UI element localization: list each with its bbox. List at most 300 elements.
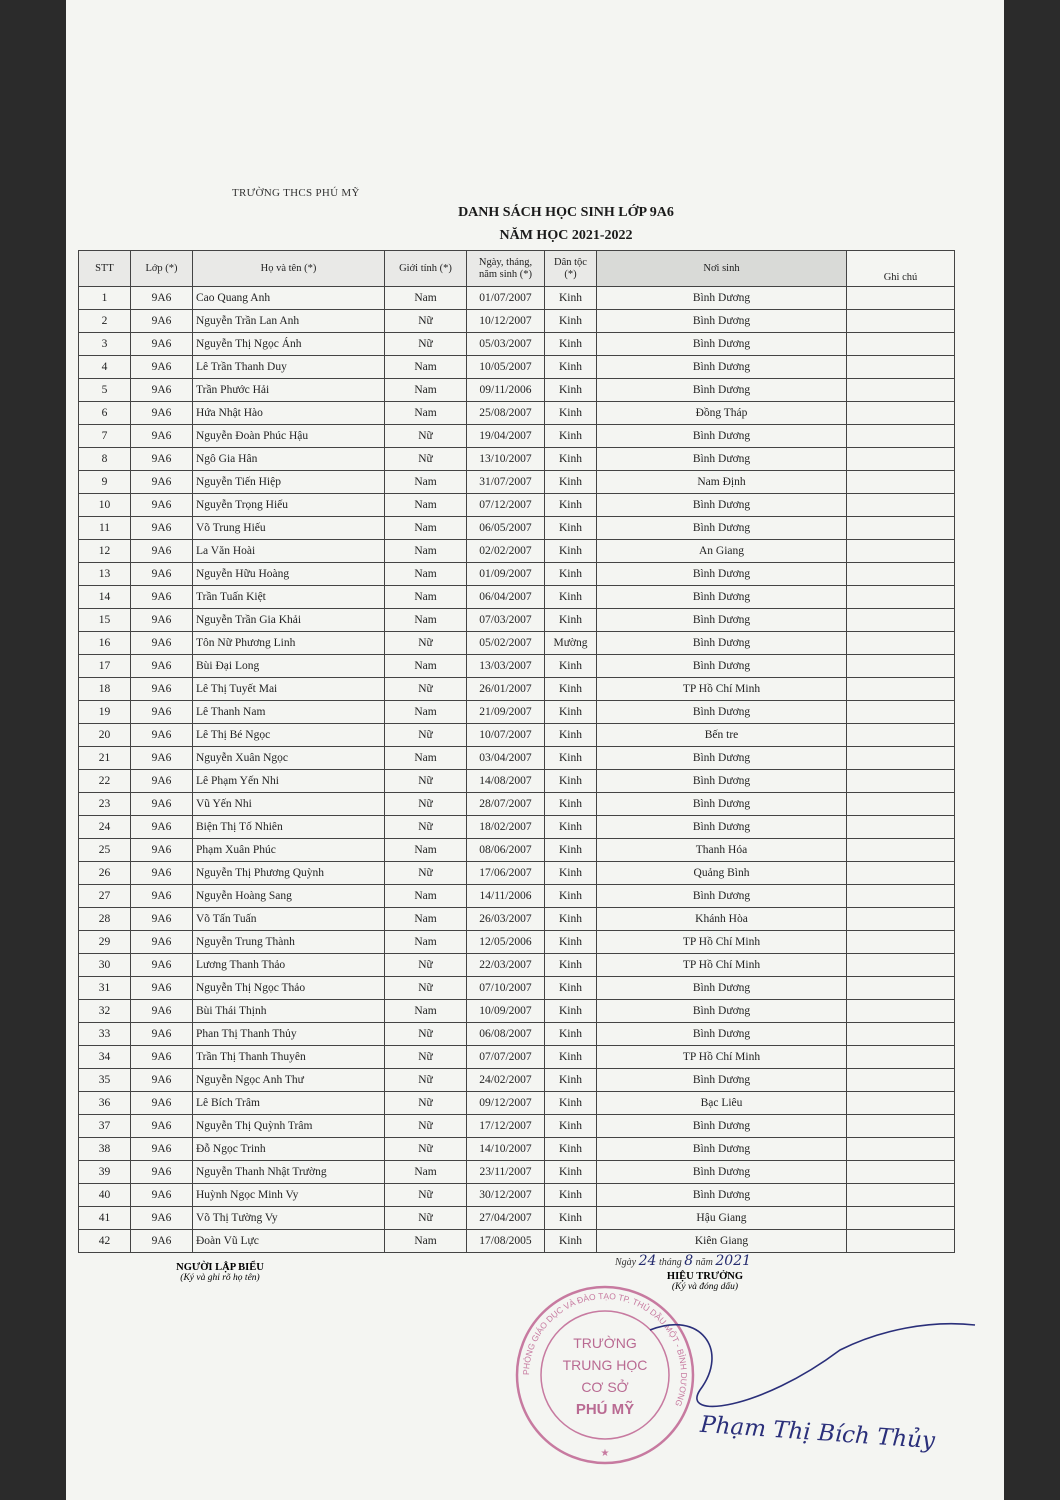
row-noi-sinh: Bình Dương xyxy=(597,494,847,517)
date-day: 24 xyxy=(638,1253,657,1269)
row-lop: 9A6 xyxy=(131,1092,193,1115)
table-row xyxy=(79,885,955,908)
row-stt: 13 xyxy=(79,563,131,586)
row-gioi-tinh: Nam xyxy=(385,885,467,908)
col-ghi-chu: Ghi chú xyxy=(847,251,955,287)
row-dan-toc: Kinh xyxy=(545,1230,597,1253)
row-lop: 9A6 xyxy=(131,1023,193,1046)
table-row xyxy=(79,379,955,402)
row-ngay-sinh: 09/11/2006 xyxy=(467,379,545,402)
row-ghi-chu xyxy=(847,310,955,333)
row-lop: 9A6 xyxy=(131,747,193,770)
row-noi-sinh: Bình Dương xyxy=(597,287,847,310)
row-stt: 32 xyxy=(79,1000,131,1023)
row-stt: 2 xyxy=(79,310,131,333)
row-dan-toc: Kinh xyxy=(545,586,597,609)
row-gioi-tinh: Nam xyxy=(385,563,467,586)
row-lop: 9A6 xyxy=(131,770,193,793)
row-stt: 7 xyxy=(79,425,131,448)
stamp-ring-text: PHÒNG GIÁO DỤC VÀ ĐÀO TẠO TP. THỦ DẦU MỘT - BÌNH DƯƠNG xyxy=(520,1290,690,1408)
row-lop: 9A6 xyxy=(131,425,193,448)
preparer-note: (Ký và ghi rõ họ tên) xyxy=(180,1273,260,1283)
row-ghi-chu xyxy=(847,517,955,540)
row-lop: 9A6 xyxy=(131,1138,193,1161)
row-ten: Phan Thị Thanh Thủy xyxy=(193,1023,385,1046)
row-ten: Nguyễn Đoàn Phúc Hậu xyxy=(193,425,385,448)
row-ghi-chu xyxy=(847,540,955,563)
row-dan-toc: Kinh xyxy=(545,1092,597,1115)
row-ghi-chu xyxy=(847,655,955,678)
row-ten: Cao Quang Anh xyxy=(193,287,385,310)
row-noi-sinh: Đồng Tháp xyxy=(597,402,847,425)
row-noi-sinh: Bình Dương xyxy=(597,1023,847,1046)
row-ngay-sinh: 26/01/2007 xyxy=(467,678,545,701)
row-ten: La Văn Hoài xyxy=(193,540,385,563)
row-stt: 22 xyxy=(79,770,131,793)
row-gioi-tinh: Nữ xyxy=(385,1069,467,1092)
row-stt: 34 xyxy=(79,1046,131,1069)
table-row xyxy=(79,770,955,793)
row-ghi-chu xyxy=(847,1000,955,1023)
row-gioi-tinh: Nữ xyxy=(385,770,467,793)
row-gioi-tinh: Nữ xyxy=(385,1092,467,1115)
row-ghi-chu xyxy=(847,1138,955,1161)
table-row xyxy=(79,632,955,655)
row-ten: Nguyễn Ngọc Anh Thư xyxy=(193,1069,385,1092)
row-lop: 9A6 xyxy=(131,379,193,402)
row-ten: Võ Tấn Tuấn xyxy=(193,908,385,931)
school-year: NĂM HỌC 2021-2022 xyxy=(499,228,633,243)
table-row xyxy=(79,908,955,931)
table-row xyxy=(79,701,955,724)
row-dan-toc: Kinh xyxy=(545,1069,597,1092)
date-month-label: tháng xyxy=(658,1257,682,1268)
row-ngay-sinh: 09/12/2007 xyxy=(467,1092,545,1115)
row-dan-toc: Kinh xyxy=(545,287,597,310)
row-lop: 9A6 xyxy=(131,287,193,310)
row-ngay-sinh: 25/08/2007 xyxy=(467,402,545,425)
row-gioi-tinh: Nữ xyxy=(385,724,467,747)
row-ten: Lê Bích Trâm xyxy=(193,1092,385,1115)
row-ghi-chu xyxy=(847,586,955,609)
row-ngay-sinh: 13/03/2007 xyxy=(467,655,545,678)
row-ngay-sinh: 05/02/2007 xyxy=(467,632,545,655)
row-ten: Lương Thanh Thảo xyxy=(193,954,385,977)
row-noi-sinh: Bình Dương xyxy=(597,333,847,356)
table-row xyxy=(79,609,955,632)
row-ngay-sinh: 30/12/2007 xyxy=(467,1184,545,1207)
row-gioi-tinh: Nữ xyxy=(385,862,467,885)
col-ngay-sinh: Ngày, tháng, năm sinh (*) xyxy=(467,251,545,287)
table-row xyxy=(79,287,955,310)
row-lop: 9A6 xyxy=(131,517,193,540)
row-stt: 6 xyxy=(79,402,131,425)
table-row xyxy=(79,977,955,1000)
row-lop: 9A6 xyxy=(131,632,193,655)
row-noi-sinh: Bình Dương xyxy=(597,1161,847,1184)
row-ten: Nguyễn Hoàng Sang xyxy=(193,885,385,908)
row-stt: 35 xyxy=(79,1069,131,1092)
row-gioi-tinh: Nữ xyxy=(385,954,467,977)
row-dan-toc: Kinh xyxy=(545,839,597,862)
row-gioi-tinh: Nam xyxy=(385,908,467,931)
row-lop: 9A6 xyxy=(131,563,193,586)
preparer-block xyxy=(160,1262,280,1283)
school-name: TRƯỜNG THCS PHÚ MỸ xyxy=(232,187,360,199)
row-ghi-chu xyxy=(847,356,955,379)
row-stt: 16 xyxy=(79,632,131,655)
row-ngay-sinh: 19/04/2007 xyxy=(467,425,545,448)
row-dan-toc: Kinh xyxy=(545,655,597,678)
row-stt: 36 xyxy=(79,1092,131,1115)
row-stt: 33 xyxy=(79,1023,131,1046)
row-noi-sinh: Bình Dương xyxy=(597,632,847,655)
col-ten: Họ và tên (*) xyxy=(193,251,385,287)
row-ten: Vũ Yến Nhi xyxy=(193,793,385,816)
row-dan-toc: Kinh xyxy=(545,563,597,586)
row-noi-sinh: Kiên Giang xyxy=(597,1230,847,1253)
principal-role: HIỆU TRƯỞNG xyxy=(666,1271,744,1282)
row-stt: 11 xyxy=(79,517,131,540)
row-ngay-sinh: 21/09/2007 xyxy=(467,701,545,724)
row-gioi-tinh: Nữ xyxy=(385,793,467,816)
row-gioi-tinh: Nam xyxy=(385,356,467,379)
row-ten: Ngô Gia Hân xyxy=(193,448,385,471)
row-noi-sinh: TP Hồ Chí Minh xyxy=(597,954,847,977)
row-ghi-chu xyxy=(847,701,955,724)
row-gioi-tinh: Nữ xyxy=(385,1046,467,1069)
row-gioi-tinh: Nữ xyxy=(385,1115,467,1138)
row-ghi-chu xyxy=(847,1230,955,1253)
row-dan-toc: Kinh xyxy=(545,1138,597,1161)
stamp-line-1: TRƯỜNG xyxy=(573,1335,637,1351)
row-gioi-tinh: Nam xyxy=(385,379,467,402)
row-dan-toc: Mường xyxy=(545,632,597,655)
stamp-line-4: PHÚ MỸ xyxy=(575,1401,635,1418)
row-gioi-tinh: Nam xyxy=(385,517,467,540)
row-noi-sinh: Bình Dương xyxy=(597,517,847,540)
col-noi-sinh: Nơi sinh xyxy=(597,251,847,287)
row-lop: 9A6 xyxy=(131,931,193,954)
row-ghi-chu xyxy=(847,977,955,1000)
row-stt: 26 xyxy=(79,862,131,885)
student-table xyxy=(78,250,955,1253)
table-row xyxy=(79,793,955,816)
row-ngay-sinh: 14/10/2007 xyxy=(467,1138,545,1161)
row-dan-toc: Kinh xyxy=(545,471,597,494)
row-gioi-tinh: Nữ xyxy=(385,816,467,839)
row-noi-sinh: Bình Dương xyxy=(597,1000,847,1023)
row-lop: 9A6 xyxy=(131,1046,193,1069)
row-lop: 9A6 xyxy=(131,1069,193,1092)
row-ngay-sinh: 17/12/2007 xyxy=(467,1115,545,1138)
row-ghi-chu xyxy=(847,908,955,931)
row-ghi-chu xyxy=(847,494,955,517)
row-noi-sinh: Bình Dương xyxy=(597,1069,847,1092)
row-noi-sinh: Bình Dương xyxy=(597,885,847,908)
row-stt: 25 xyxy=(79,839,131,862)
row-stt: 12 xyxy=(79,540,131,563)
row-ngay-sinh: 10/09/2007 xyxy=(467,1000,545,1023)
row-lop: 9A6 xyxy=(131,310,193,333)
row-ghi-chu xyxy=(847,1161,955,1184)
row-stt: 40 xyxy=(79,1184,131,1207)
table-body xyxy=(79,287,955,1253)
row-stt: 23 xyxy=(79,793,131,816)
row-lop: 9A6 xyxy=(131,885,193,908)
table-row xyxy=(79,1092,955,1115)
table-row xyxy=(79,1184,955,1207)
row-gioi-tinh: Nam xyxy=(385,747,467,770)
row-noi-sinh: TP Hồ Chí Minh xyxy=(597,1046,847,1069)
row-ngay-sinh: 13/10/2007 xyxy=(467,448,545,471)
row-ten: Nguyễn Trần Gia Khải xyxy=(193,609,385,632)
row-gioi-tinh: Nam xyxy=(385,655,467,678)
row-ghi-chu xyxy=(847,724,955,747)
row-ten: Trần Phước Hải xyxy=(193,379,385,402)
row-dan-toc: Kinh xyxy=(545,1161,597,1184)
row-lop: 9A6 xyxy=(131,816,193,839)
row-lop: 9A6 xyxy=(131,586,193,609)
row-ngay-sinh: 07/10/2007 xyxy=(467,977,545,1000)
row-ten: Nguyễn Trần Lan Anh xyxy=(193,310,385,333)
row-lop: 9A6 xyxy=(131,1207,193,1230)
row-gioi-tinh: Nam xyxy=(385,1161,467,1184)
row-ngay-sinh: 10/12/2007 xyxy=(467,310,545,333)
row-noi-sinh: Bình Dương xyxy=(597,586,847,609)
col-lop: Lớp (*) xyxy=(131,251,193,287)
table-row xyxy=(79,586,955,609)
row-ngay-sinh: 10/05/2007 xyxy=(467,356,545,379)
table-row xyxy=(79,1000,955,1023)
row-lop: 9A6 xyxy=(131,448,193,471)
row-dan-toc: Kinh xyxy=(545,977,597,1000)
row-stt: 20 xyxy=(79,724,131,747)
row-gioi-tinh: Nam xyxy=(385,471,467,494)
row-stt: 37 xyxy=(79,1115,131,1138)
row-stt: 30 xyxy=(79,954,131,977)
row-noi-sinh: Bình Dương xyxy=(597,701,847,724)
row-ten: Nguyễn Trọng Hiếu xyxy=(193,494,385,517)
stamp-star-icon: ★ xyxy=(600,1448,610,1459)
row-noi-sinh: Bình Dương xyxy=(597,793,847,816)
table-row xyxy=(79,471,955,494)
row-gioi-tinh: Nữ xyxy=(385,977,467,1000)
row-ngay-sinh: 28/07/2007 xyxy=(467,793,545,816)
row-stt: 38 xyxy=(79,1138,131,1161)
table-row xyxy=(79,1023,955,1046)
row-ghi-chu xyxy=(847,402,955,425)
row-dan-toc: Kinh xyxy=(545,494,597,517)
row-ghi-chu xyxy=(847,1207,955,1230)
row-dan-toc: Kinh xyxy=(545,1046,597,1069)
table-row xyxy=(79,425,955,448)
table-row xyxy=(79,1138,955,1161)
date-prefix: Ngày xyxy=(615,1257,637,1268)
row-dan-toc: Kinh xyxy=(545,1023,597,1046)
row-ngay-sinh: 18/02/2007 xyxy=(467,816,545,839)
row-ten: Hứa Nhật Hào xyxy=(193,402,385,425)
row-dan-toc: Kinh xyxy=(545,793,597,816)
row-ngay-sinh: 10/07/2007 xyxy=(467,724,545,747)
row-lop: 9A6 xyxy=(131,1115,193,1138)
row-ten: Nguyễn Thị Quỳnh Trâm xyxy=(193,1115,385,1138)
table-row xyxy=(79,678,955,701)
row-gioi-tinh: Nữ xyxy=(385,678,467,701)
row-ngay-sinh: 24/02/2007 xyxy=(467,1069,545,1092)
table-row xyxy=(79,839,955,862)
row-ghi-chu xyxy=(847,287,955,310)
stamp-line-2: TRUNG HỌC xyxy=(562,1357,648,1373)
col-gioi-tinh: Giới tính (*) xyxy=(385,251,467,287)
row-stt: 21 xyxy=(79,747,131,770)
row-ghi-chu xyxy=(847,1069,955,1092)
row-ngay-sinh: 17/06/2007 xyxy=(467,862,545,885)
row-lop: 9A6 xyxy=(131,862,193,885)
row-stt: 27 xyxy=(79,885,131,908)
row-lop: 9A6 xyxy=(131,793,193,816)
row-dan-toc: Kinh xyxy=(545,862,597,885)
row-ten: Nguyễn Trung Thành xyxy=(193,931,385,954)
row-noi-sinh: Bình Dương xyxy=(597,655,847,678)
row-ngay-sinh: 26/03/2007 xyxy=(467,908,545,931)
row-ten: Biện Thị Tố Nhiên xyxy=(193,816,385,839)
row-ngay-sinh: 06/08/2007 xyxy=(467,1023,545,1046)
row-dan-toc: Kinh xyxy=(545,448,597,471)
row-ngay-sinh: 01/07/2007 xyxy=(467,287,545,310)
table-row xyxy=(79,402,955,425)
row-stt: 41 xyxy=(79,1207,131,1230)
row-ghi-chu xyxy=(847,885,955,908)
row-lop: 9A6 xyxy=(131,908,193,931)
row-stt: 29 xyxy=(79,931,131,954)
row-lop: 9A6 xyxy=(131,356,193,379)
row-dan-toc: Kinh xyxy=(545,425,597,448)
row-ghi-chu xyxy=(847,862,955,885)
table-row xyxy=(79,494,955,517)
row-gioi-tinh: Nữ xyxy=(385,425,467,448)
row-dan-toc: Kinh xyxy=(545,678,597,701)
row-noi-sinh: Khánh Hòa xyxy=(597,908,847,931)
row-stt: 8 xyxy=(79,448,131,471)
signer-name: Phạm Thị Bích Thủy xyxy=(699,1411,936,1455)
row-gioi-tinh: Nữ xyxy=(385,448,467,471)
row-ghi-chu xyxy=(847,563,955,586)
col-stt: STT xyxy=(79,251,131,287)
row-noi-sinh: Quảng Bình xyxy=(597,862,847,885)
row-dan-toc: Kinh xyxy=(545,540,597,563)
table-row xyxy=(79,356,955,379)
row-noi-sinh: Bình Dương xyxy=(597,1138,847,1161)
row-ngay-sinh: 06/05/2007 xyxy=(467,517,545,540)
row-lop: 9A6 xyxy=(131,839,193,862)
date-month: 8 xyxy=(684,1253,694,1269)
row-ten: Trần Tuấn Kiệt xyxy=(193,586,385,609)
row-ghi-chu xyxy=(847,1023,955,1046)
row-gioi-tinh: Nam xyxy=(385,609,467,632)
row-noi-sinh: Bình Dương xyxy=(597,977,847,1000)
table-row xyxy=(79,1115,955,1138)
row-ngay-sinh: 14/08/2007 xyxy=(467,770,545,793)
row-dan-toc: Kinh xyxy=(545,908,597,931)
row-ngay-sinh: 12/05/2006 xyxy=(467,931,545,954)
row-ten: Đoàn Vũ Lực xyxy=(193,1230,385,1253)
row-ten: Nguyễn Tiến Hiệp xyxy=(193,471,385,494)
principal-note: (Ký và đóng dấu) xyxy=(671,1282,739,1292)
table-row xyxy=(79,1046,955,1069)
row-gioi-tinh: Nữ xyxy=(385,310,467,333)
row-noi-sinh: Bình Dương xyxy=(597,310,847,333)
stamp-line-3: CƠ SỞ xyxy=(581,1379,629,1395)
signature-stroke-icon xyxy=(640,1290,980,1440)
date-line xyxy=(615,1253,751,1269)
row-stt: 19 xyxy=(79,701,131,724)
row-noi-sinh: Bình Dương xyxy=(597,425,847,448)
row-ten: Lê Trần Thanh Duy xyxy=(193,356,385,379)
row-gioi-tinh: Nam xyxy=(385,839,467,862)
row-noi-sinh: Bình Dương xyxy=(597,379,847,402)
row-stt: 18 xyxy=(79,678,131,701)
row-dan-toc: Kinh xyxy=(545,379,597,402)
row-noi-sinh: Bình Dương xyxy=(597,609,847,632)
row-ghi-chu xyxy=(847,678,955,701)
row-ghi-chu xyxy=(847,816,955,839)
row-lop: 9A6 xyxy=(131,333,193,356)
row-lop: 9A6 xyxy=(131,609,193,632)
row-lop: 9A6 xyxy=(131,402,193,425)
row-ngay-sinh: 07/03/2007 xyxy=(467,609,545,632)
row-lop: 9A6 xyxy=(131,1161,193,1184)
table-row xyxy=(79,1230,955,1253)
row-ghi-chu xyxy=(847,609,955,632)
row-ngay-sinh: 07/12/2007 xyxy=(467,494,545,517)
row-gioi-tinh: Nữ xyxy=(385,1023,467,1046)
row-ngay-sinh: 22/03/2007 xyxy=(467,954,545,977)
row-noi-sinh: An Giang xyxy=(597,540,847,563)
row-ghi-chu xyxy=(847,425,955,448)
row-ten: Huỳnh Ngọc Minh Vy xyxy=(193,1184,385,1207)
row-stt: 1 xyxy=(79,287,131,310)
preparer-role: NGƯỜI LẬP BIỂU xyxy=(176,1262,264,1273)
row-ten: Lê Thị Bé Ngọc xyxy=(193,724,385,747)
table-row xyxy=(79,655,955,678)
row-dan-toc: Kinh xyxy=(545,1000,597,1023)
row-lop: 9A6 xyxy=(131,1230,193,1253)
row-noi-sinh: Hậu Giang xyxy=(597,1207,847,1230)
row-ngay-sinh: 17/08/2005 xyxy=(467,1230,545,1253)
table-row xyxy=(79,563,955,586)
table-row xyxy=(79,1207,955,1230)
row-ghi-chu xyxy=(847,1115,955,1138)
row-ten: Võ Trung Hiếu xyxy=(193,517,385,540)
row-lop: 9A6 xyxy=(131,494,193,517)
row-ten: Nguyễn Thị Phương Quỳnh xyxy=(193,862,385,885)
row-ngay-sinh: 02/02/2007 xyxy=(467,540,545,563)
table-row xyxy=(79,931,955,954)
row-gioi-tinh: Nam xyxy=(385,1230,467,1253)
row-ten: Lê Phạm Yến Nhi xyxy=(193,770,385,793)
table-row xyxy=(79,1069,955,1092)
row-noi-sinh: Bình Dương xyxy=(597,770,847,793)
row-stt: 42 xyxy=(79,1230,131,1253)
row-gioi-tinh: Nam xyxy=(385,701,467,724)
row-gioi-tinh: Nữ xyxy=(385,1184,467,1207)
row-ghi-chu xyxy=(847,839,955,862)
row-stt: 5 xyxy=(79,379,131,402)
row-stt: 39 xyxy=(79,1161,131,1184)
row-dan-toc: Kinh xyxy=(545,770,597,793)
row-dan-toc: Kinh xyxy=(545,816,597,839)
